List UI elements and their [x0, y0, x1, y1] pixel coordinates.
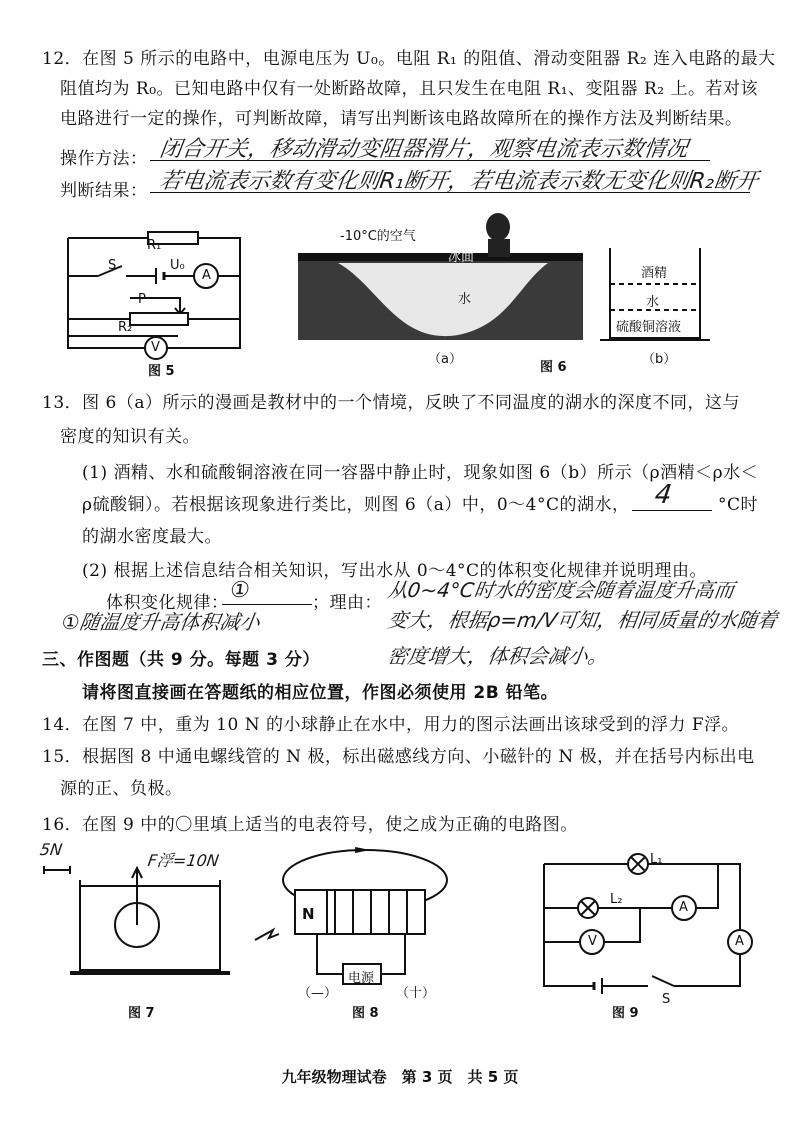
q13-line-2: 密度的知识有关。	[60, 427, 200, 447]
fig9-s-label: S	[662, 992, 671, 1007]
q13-part2-reason-answer-3: 密度增大，体积会减小。	[386, 644, 610, 668]
q12-op-underline	[150, 160, 710, 161]
section3-instruction: 请将图直接画在答题纸的相应位置，作图必须使用 2B 铅笔。	[82, 683, 559, 703]
q13-line-1: 13．图 6（a）所示的漫画是教材中的一个情境，反映了不同温度的湖水的深度不同，这与	[42, 393, 740, 413]
q13-part1-underline	[632, 510, 712, 511]
q12-judge-underline	[150, 192, 750, 193]
q13-part2-reason-answer-2: 变大，根据ρ=m/V可知，相同质量的水随着	[386, 608, 779, 632]
fig6b-sub-caption: （b）	[642, 352, 677, 367]
fig7-scale-label: 5N	[38, 840, 64, 859]
q15-line-2: 源的正、负极。	[60, 779, 183, 799]
q12-op-answer: 闭合开关，移动滑动变阻器滑片，观察电流表示数情况	[157, 137, 690, 162]
fig6b-water-label: 水	[646, 295, 660, 310]
fig9-l2-label: L₂	[610, 892, 623, 907]
q13-part1-answer: 4	[652, 480, 674, 510]
page-footer: 九年级物理试卷 第 3 页 共 5 页	[281, 1068, 519, 1086]
q12-op-label: 操作方法：	[60, 149, 148, 169]
fig5-p-label: P	[138, 292, 146, 307]
fig5-r2-label: R₂	[118, 320, 133, 335]
fig8-minus-label: （—）	[298, 986, 338, 1001]
fig7-caption: 图 7	[128, 1006, 155, 1021]
q13-part1-line-2-end: °C时	[718, 495, 759, 515]
section3-title: 三、作图题（共 9 分。每题 3 分）	[42, 650, 320, 670]
fig6-caption: 图 6	[540, 360, 567, 375]
fig6a-ice-label: 冰面	[448, 250, 475, 265]
q13-part1-line-3: 的湖水密度最大。	[82, 527, 222, 547]
fig9-ammeter-1: A	[679, 900, 688, 915]
fig5-caption: 图 5	[148, 364, 175, 379]
fig5-s-label: S	[108, 258, 117, 273]
fig6b-alcohol-label: 酒精	[641, 266, 668, 281]
fig8-plus-label: （十）	[396, 986, 436, 1001]
q16-text: 16．在图 9 中的〇里填上适当的电表符号，使之成为正确的电路图。	[42, 815, 578, 835]
fig6a-water-label: 水	[458, 292, 472, 307]
fig5-r1-label: R₁	[147, 238, 162, 253]
fig9-l1-label: L₁	[650, 852, 663, 867]
q12-judge-answer: 若电流表示数有变化则R₁断开，若电流表示数无变化则R₂断开	[157, 169, 760, 194]
fig7-force-label: F浮=10N	[146, 851, 221, 870]
fig6a-air-label: -10°C的空气	[340, 229, 416, 244]
fig5-ammeter-symbol: A	[202, 268, 211, 283]
q14-text: 14．在图 7 中，重为 10 N 的小球静止在水中，用力的图示法画出该球受到的浮力 F浮。	[42, 715, 740, 735]
q13-part1-line-1: (1) 酒精、水和硫酸铜溶液在同一容器中静止时，现象如图 6（b）所示（ρ酒精＜ρ水＜	[82, 463, 759, 483]
q13-part2-rule-label: 体积变化规律：	[106, 593, 229, 613]
fig9-caption: 图 9	[612, 1006, 639, 1021]
fig8-n-label: N	[302, 905, 315, 923]
q13-part2-reason-answer-1: 从0~4°C时水的密度会随着温度升高而	[386, 578, 736, 602]
q12-line-3: 电路进行一定的操作，可判断故障，请写出判断该电路故障所在的操作方法及判断结果。	[60, 109, 743, 129]
fig8-source-label: 电源	[348, 971, 375, 986]
q13-part2-reason-label: ；理由：	[312, 593, 382, 613]
fig9-ammeter-2: A	[735, 934, 744, 949]
q13-part2-rule-handwritten: ①随温度升高体积减小	[60, 610, 262, 634]
q13-part2-rule-underline	[222, 604, 312, 605]
fig9-circuit	[540, 850, 750, 1000]
q12-line-2: 阻值均为 R₀。已知电路中仅有一处断路故障，且只发生在电阻 R₁、变阻器 R₂ 上。若对该	[60, 79, 758, 99]
fig9-voltmeter: V	[588, 934, 597, 949]
fig6a-sub-caption: （a）	[428, 352, 462, 367]
fig6b-cuso4-label: 硫酸铜溶液	[616, 320, 682, 335]
q15-line-1: 15．根据图 8 中通电螺线管的 N 极，标出磁感线方向、小磁针的 N 极，并在括号内标出电	[42, 747, 755, 767]
q12-judge-label: 判断结果：	[60, 181, 148, 201]
q13-part2-rule-answer: ①	[228, 578, 252, 603]
fig5-u0-label: U₀	[170, 258, 185, 273]
fig5-voltmeter-symbol: V	[151, 340, 160, 355]
q12-line-1: 12．在图 5 所示的电路中，电源电压为 U₀。电阻 R₁ 的阻值、滑动变阻器 R₂ 连入电路的最大	[42, 49, 776, 69]
fig8-caption: 图 8	[352, 1006, 379, 1021]
q13-part1-line-2: ρ硫酸铜）。若根据该现象进行类比，则图 6（a）中，0～4°C的湖水，	[82, 495, 630, 515]
q13-part2-line-1: (2) 根据上述信息结合相关知识，写出水从 0～4°C的体积变化规律并说明理由。	[82, 561, 708, 581]
